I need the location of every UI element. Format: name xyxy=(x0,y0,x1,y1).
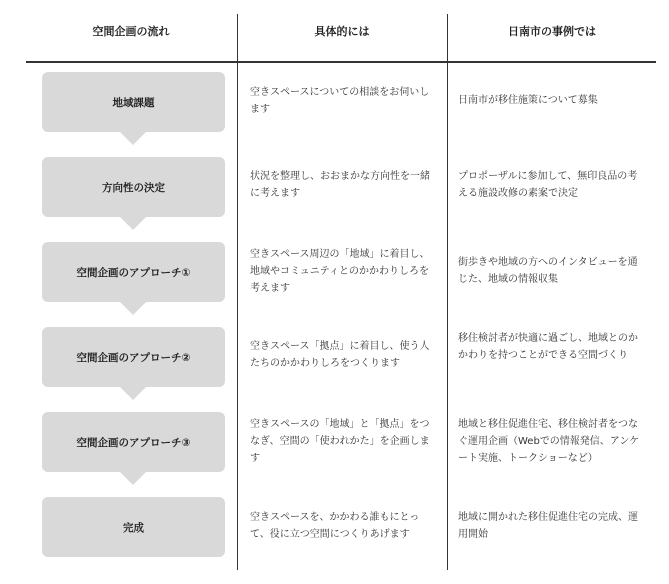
step-description: 状況を整理し、おおまかな方向性を一緒に考えます xyxy=(250,171,430,199)
step-description: 空きスペース周辺の「地域」に着目し、地域やコミュニティとのかかわりしろを考えます xyxy=(250,249,430,294)
step-box: 空間企画のアプローチ① xyxy=(42,242,225,302)
table-row xyxy=(0,497,669,577)
step-box: 空間企画のアプローチ③ xyxy=(42,412,225,472)
step-example: プロポーザルに参加して、無印良品の考える施設改修の素案で決定 xyxy=(458,171,638,199)
table-row xyxy=(0,327,669,407)
table-row xyxy=(0,242,669,322)
step-example: 日南市が移住施策について募集 xyxy=(458,95,598,106)
down-arrow-icon xyxy=(120,132,146,145)
step-example: 街歩きや地域の方へのインタビューを通じた、地域の情報収集 xyxy=(458,257,638,285)
header-flow: 空間企画の流れ xyxy=(92,25,170,38)
step-box: 完成 xyxy=(42,497,225,557)
down-arrow-icon xyxy=(120,217,146,230)
header-details: 具体的には xyxy=(314,25,370,38)
step-box: 空間企画のアプローチ② xyxy=(42,327,225,387)
step-description: 空きスペースについての相談をお伺いします xyxy=(250,87,430,115)
step-description: 空きスペース「拠点」に着目し、使う人たちのかかわりしろをつくります xyxy=(250,341,430,369)
step-example: 地域と移住促進住宅、移住検討者をつなぐ運用企画（Webでの情報発信、アンケート実施、トークショーなど） xyxy=(458,419,640,464)
table-header xyxy=(0,0,669,62)
down-arrow-icon xyxy=(120,472,146,485)
header-nichinan-example: 日南市の事例では xyxy=(508,25,596,38)
step-description: 空きスペースを、かかわる誰もにとって、役に立つ空間につくりあげます xyxy=(250,512,420,540)
step-example: 地域に開かれた移住促進住宅の完成、運用開始 xyxy=(458,512,638,540)
down-arrow-icon xyxy=(120,387,146,400)
header-divider xyxy=(26,61,656,63)
step-box: 地域課題 xyxy=(42,72,225,132)
step-example: 移住検討者が快適に過ごし、地域とのかかわりを持つことができる空間づくり xyxy=(458,333,638,361)
down-arrow-icon xyxy=(120,302,146,315)
table-row xyxy=(0,157,669,237)
table-row xyxy=(0,72,669,152)
step-box: 方向性の決定 xyxy=(42,157,225,217)
step-description: 空きスペースの「地域」と「拠点」をつなぎ、空間の「使われかた」を企画します xyxy=(250,419,430,464)
table-row xyxy=(0,412,669,492)
